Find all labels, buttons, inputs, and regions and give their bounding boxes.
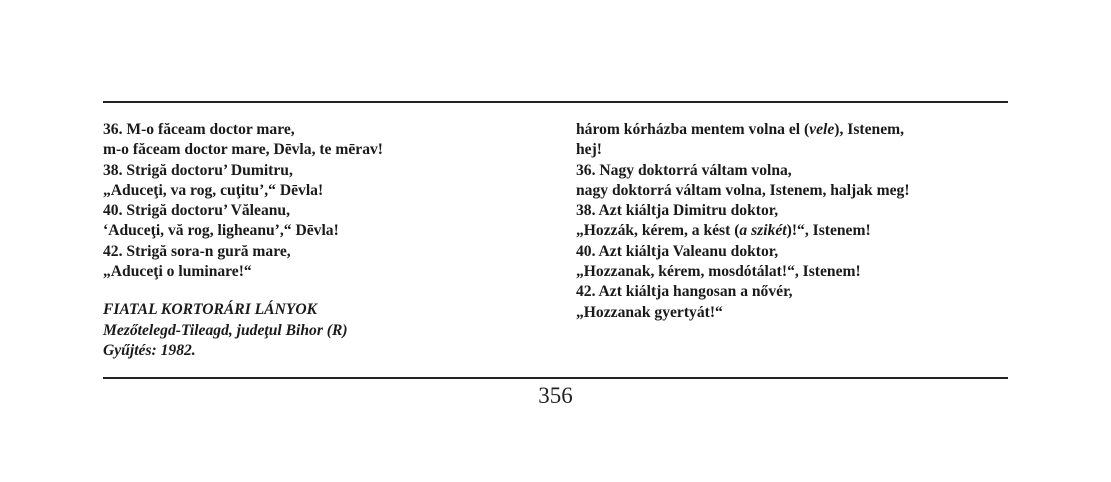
translation-line: 42. Azt kiáltja hangosan a nővér,	[576, 283, 793, 301]
source-group: FIATAL KORTORÁRI LÁNYOK	[103, 301, 318, 319]
translation-line: „Hozzanak, kérem, mosdótálat!“, Istenem!	[576, 263, 861, 281]
text-segment: ), Istenem,	[834, 121, 905, 138]
italic-gloss: vele	[809, 121, 835, 138]
text-segment: )!“, Istenem!	[786, 222, 871, 240]
left-column	[103, 120, 383, 361]
translation-line: „Hozzanak gyertyát!“	[576, 303, 723, 321]
text-segment: három kórházba mentem volna el (	[576, 121, 810, 138]
page-number: 356	[538, 383, 573, 408]
italic-gloss: a szikét	[739, 222, 787, 240]
verse-line: ‘Aduceţi, vă rog, ligheanu’,“ Dēvla!	[103, 222, 339, 240]
source-collected: Gyűjtés: 1982.	[103, 341, 196, 359]
verse-line: 36. M-o făceam doctor mare,	[103, 121, 295, 138]
verse-line: „Aduceţi o luminare!“	[103, 263, 252, 281]
verse-line: 42. Strigă sora-n gură mare,	[103, 242, 291, 260]
verse-line: m-o făceam doctor mare, Dēvla, te mērav!	[103, 141, 383, 159]
translation-line	[576, 221, 910, 241]
translation-line: 36. Nagy doktorrá váltam volna,	[576, 161, 792, 179]
translation-line: 40. Azt kiáltja Valeanu doktor,	[576, 242, 779, 260]
translation-line: nagy doktorrá váltam volna, Istenem, haljak meg!	[576, 181, 910, 199]
translation-line: 38. Azt kiáltja Dimitru doktor,	[576, 202, 779, 220]
verse-line: „Aduceţi, va rog, cuţitu’,“ Dēvla!	[103, 181, 324, 199]
verse-line: 38. Strigă doctoru’ Dumitru,	[103, 161, 293, 179]
right-column	[576, 120, 910, 323]
verse-line: 40. Strigă doctoru’ Văleanu,	[103, 202, 290, 220]
translation-line: hej!	[576, 141, 602, 159]
top-rule	[103, 101, 1008, 103]
text-segment: „Hozzák, kérem, a kést (	[576, 222, 740, 240]
bottom-rule	[103, 377, 1008, 379]
spacer	[103, 282, 383, 300]
source-place: Mezőtelegd-Tileagd, judeţul Bihor (R)	[103, 321, 348, 339]
translation-line	[576, 120, 910, 140]
